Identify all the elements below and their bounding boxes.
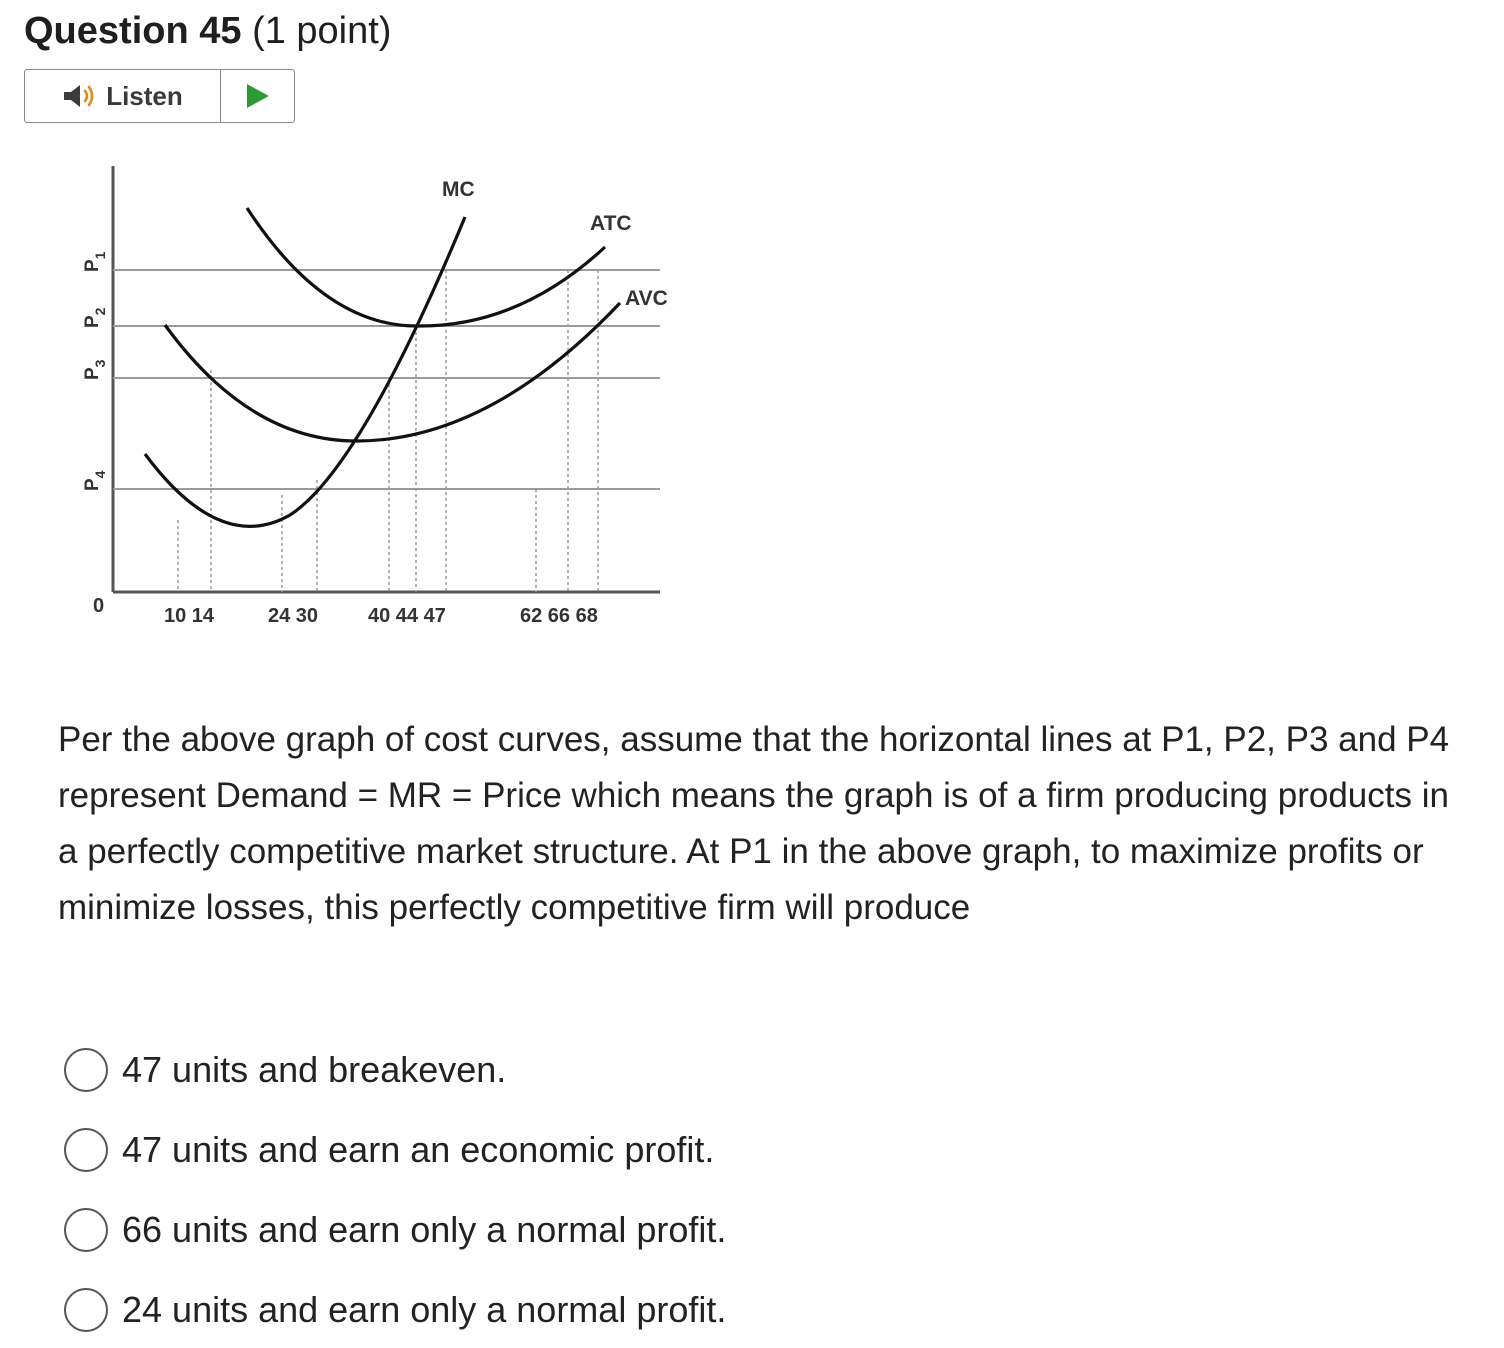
- listen-label: Listen: [106, 80, 183, 111]
- option-label: 47 units and breakeven.: [122, 1049, 507, 1090]
- svg-text:P3: [82, 359, 108, 380]
- play-button[interactable]: [221, 70, 294, 122]
- atc-label: ATC: [590, 212, 632, 235]
- price-label-p3: [82, 359, 108, 380]
- price-label-p4: [82, 470, 108, 491]
- svg-text:P4: [82, 470, 108, 491]
- quantity-guides: [178, 270, 598, 592]
- x-tick-group-2: 24 30: [268, 605, 319, 627]
- svg-text:P1: [82, 251, 108, 272]
- question-text: Per the above graph of cost curves, assume that the horizontal lines at P1, P2, P3 and P4 represent Demand = MR = Price which means the graph is of a firm producing products in a perfectly competitive market structure. At P1 in the above graph, to maximize profits or minimize losses, this perfectly competitive firm will produce: [58, 720, 1450, 927]
- answer-option[interactable]: [64, 1280, 726, 1340]
- answer-option[interactable]: [64, 1200, 726, 1260]
- answer-option[interactable]: [64, 1040, 506, 1100]
- x-tick-group-4: 62 66 68: [520, 605, 598, 627]
- play-icon: [245, 83, 271, 109]
- listen-widget: [24, 69, 295, 123]
- p4-sub: 4: [92, 470, 108, 479]
- price-label-p2: [82, 307, 108, 328]
- question-title: Question 45: [24, 10, 242, 52]
- radio-button[interactable]: [64, 1048, 108, 1092]
- p4-letter: P: [82, 478, 103, 491]
- price-label-p1: [82, 251, 108, 272]
- question-header: [24, 8, 391, 54]
- radio-button[interactable]: [64, 1288, 108, 1332]
- cost-curves-chart: [60, 150, 700, 640]
- x-tick-group-1: 10 14: [164, 605, 215, 627]
- speaker-icon: [62, 81, 100, 111]
- avc-label: AVC: [625, 287, 668, 310]
- p3-sub: 3: [92, 359, 108, 368]
- p3-letter: P: [82, 367, 103, 380]
- mc-curve: [145, 217, 465, 526]
- answer-option[interactable]: [64, 1120, 714, 1180]
- option-label: 66 units and earn only a normal profit.: [122, 1209, 727, 1250]
- option-label: 47 units and earn an economic profit.: [122, 1129, 715, 1170]
- p2-sub: 2: [92, 307, 108, 316]
- question-points: (1 point): [252, 10, 392, 52]
- mc-label: MC: [442, 178, 475, 201]
- p1-letter: P: [82, 259, 103, 272]
- radio-button[interactable]: [64, 1208, 108, 1252]
- listen-button[interactable]: [25, 70, 221, 122]
- svg-text:P2: [82, 307, 108, 328]
- origin-label: 0: [93, 595, 105, 617]
- option-label: 24 units and earn only a normal profit.: [122, 1289, 727, 1330]
- p2-letter: P: [82, 315, 103, 328]
- p1-sub: 1: [92, 251, 108, 260]
- x-tick-group-3: 40 44 47: [368, 605, 446, 627]
- radio-button[interactable]: [64, 1128, 108, 1172]
